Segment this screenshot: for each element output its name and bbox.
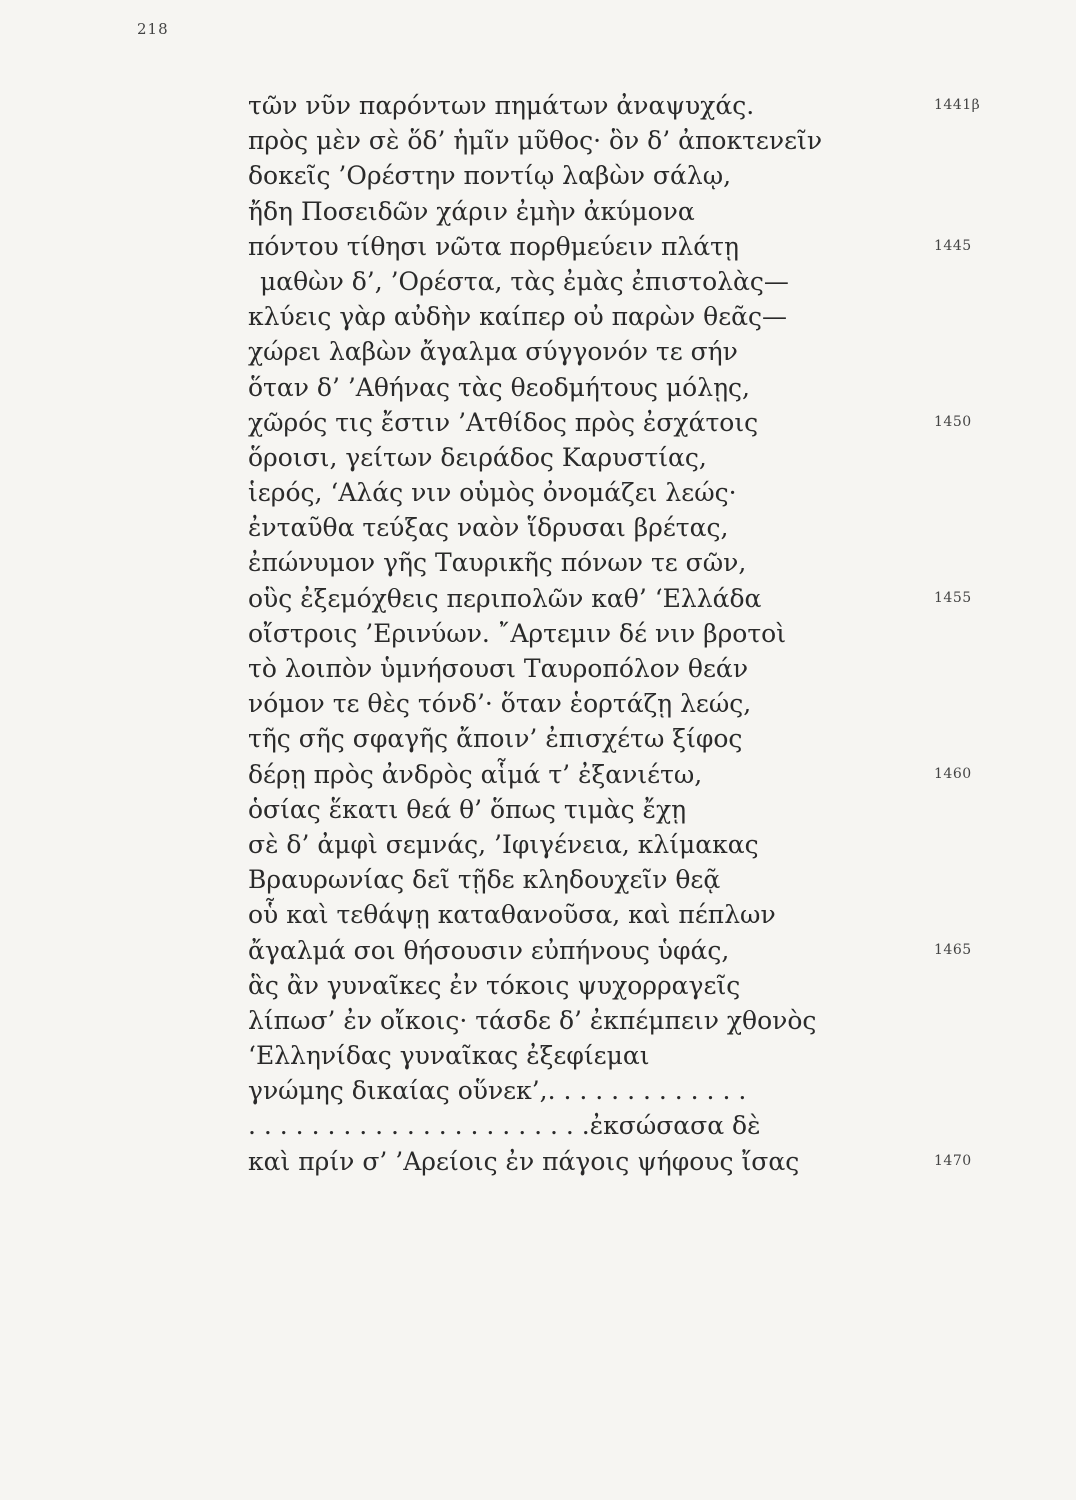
verse-text: χώρει λαβὼν ἄγαλμα σύγγονόν τε σήν	[248, 337, 738, 367]
verse-text: δοκεῖς ’Ορέστην ποντίῳ λαβὼν σάλῳ,	[248, 161, 732, 191]
verse-text: ἃς ἂν γυναῖκες ἐν τόκοις ψυχορραγεῖς	[248, 970, 741, 1000]
verse-line	[248, 158, 1048, 193]
verse-line	[248, 370, 1048, 405]
verse-text: μαθὼν δ’, ’Ορέστα, τὰς ἐμὰς ἐπιστολὰς—	[260, 266, 789, 296]
line-number: 1465	[934, 941, 972, 958]
verse-line	[248, 862, 1048, 897]
verse-text: οὗ καὶ τεθάψῃ καταθανοῦσα, καὶ πέπλων	[248, 900, 776, 930]
verse-text: κλύεις γὰρ αὐδὴν καίπερ οὐ παρὼν θεᾶς—	[248, 302, 788, 332]
verse-text: ἤδη Ποσειδῶν χάριν ἐμὴν ἀκύμονα	[248, 196, 695, 226]
verse-text: ἱερός, ‘Αλάς νιν οὑμὸς ὀνομάζει λεώς·	[248, 478, 737, 508]
verse-text: ὅταν δ’ ’Αθήνας τὰς θεοδμήτους μόλῃς,	[248, 372, 751, 402]
verse-text: λίπωσ’ ἐν οἴκοις· τάσδε δ’ ἐκπέμπειν χθονὸς	[248, 1005, 817, 1035]
line-number: 1470	[934, 1152, 972, 1169]
verse-line	[248, 1038, 1048, 1073]
page-number: 218	[137, 20, 169, 38]
verse-text: γνώμης δικαίας οὕνεκ’,. . . . . . . . . . . . .	[248, 1076, 747, 1106]
line-number: 1460	[934, 765, 972, 782]
verse-text: δέρῃ πρὸς ἀνδρὸς αἷμά τ’ ἐξανιέτω,	[248, 759, 703, 789]
verse-text: πρὸς μὲν σὲ ὅδ’ ἡμῖν μῦθος· ὃν δ’ ἀποκτενεῖν	[248, 126, 823, 156]
verse-text: καὶ πρίν σ’ ’Αρείοις ἐν πάγοις ψήφους ἴσας	[248, 1146, 800, 1176]
verse-block	[248, 88, 1048, 1179]
verse-line	[248, 1003, 1048, 1038]
line-number: 1450	[934, 413, 972, 430]
verse-line	[248, 1144, 1048, 1179]
verse-line	[248, 545, 1048, 580]
verse-line	[248, 827, 1048, 862]
verse-text: τῆς σῆς σφαγῆς ἄποιν’ ἐπισχέτω ξίφος	[248, 724, 743, 754]
verse-line	[248, 475, 1048, 510]
verse-text: τὸ λοιπὸν ὑμνήσουσι Ταυροπόλον θεάν	[248, 654, 749, 683]
verse-line	[248, 194, 1048, 229]
verse-line	[248, 933, 1048, 968]
verse-line	[248, 1073, 1048, 1108]
verse-text: τῶν νῦν παρόντων πημάτων ἀναψυχάς.	[248, 91, 755, 120]
verse-text: οὓς ἐξεμόχθεις περιπολῶν καθ’ ‘Ελλάδα	[248, 583, 762, 613]
line-number: 1441β	[934, 97, 981, 113]
verse-text: ὁσίας ἕκατι θεά θ’ ὅπως τιμὰς ἔχῃ	[248, 794, 687, 824]
verse-line	[248, 1108, 1048, 1143]
verse-line	[248, 299, 1048, 334]
verse-text: ἐνταῦθα τεύξας ναὸν ἵδρυσαι βρέτας,	[248, 513, 729, 543]
verse-text: ὅροισι, γείτων δειράδος Καρυστίας,	[248, 442, 707, 472]
verse-text: νόμον τε θὲς τόνδ’· ὅταν ἑορτάζῃ λεώς,	[248, 689, 752, 719]
verse-text: ἄγαλμά σοι θήσουσιν εὐπήνους ὑφάς,	[248, 935, 730, 965]
line-number: 1445	[934, 237, 972, 254]
verse-text: ‘Ελληνίδας γυναῖκας ἐξεφίεμαι	[248, 1041, 650, 1071]
verse-text: . . . . . . . . . . . . . . . . . . . . . .ἐκσώσασα δὲ	[248, 1111, 761, 1141]
verse-line	[248, 88, 1048, 123]
verse-line	[248, 968, 1048, 1003]
verse-line	[248, 686, 1048, 721]
verse-text: ἐπώνυμον γῆς Ταυρικῆς πόνων τε σῶν,	[248, 548, 747, 578]
verse-line	[248, 334, 1048, 369]
verse-line	[248, 264, 1048, 299]
verse-text: σὲ δ’ ἀμφὶ σεμνάς, ’Ιφιγένεια, κλίμακας	[248, 829, 759, 859]
verse-line	[248, 792, 1048, 827]
verse-line	[248, 440, 1048, 475]
verse-line	[248, 581, 1048, 616]
verse-line	[248, 721, 1048, 756]
line-number: 1455	[934, 589, 972, 606]
verse-line	[248, 757, 1048, 792]
verse-text: Βραυρωνίας δεῖ τῇδε κληδουχεῖν θεᾷ	[248, 865, 721, 895]
verse-line	[248, 123, 1048, 158]
verse-line	[248, 510, 1048, 545]
verse-line	[248, 405, 1048, 440]
verse-text: πόντου τίθησι νῶτα πορθμεύειν πλάτῃ	[248, 231, 739, 261]
verse-text: χῶρός τις ἔστιν ’Ατθίδος πρὸς ἐσχάτοις	[248, 407, 759, 437]
verse-text: οἴστροις ’Ερινύων. ῎Αρτεμιν δέ νιν βροτοὶ	[248, 618, 787, 648]
verse-line	[248, 651, 1048, 686]
verse-line	[248, 897, 1048, 932]
verse-line	[248, 229, 1048, 264]
verse-line	[248, 616, 1048, 651]
